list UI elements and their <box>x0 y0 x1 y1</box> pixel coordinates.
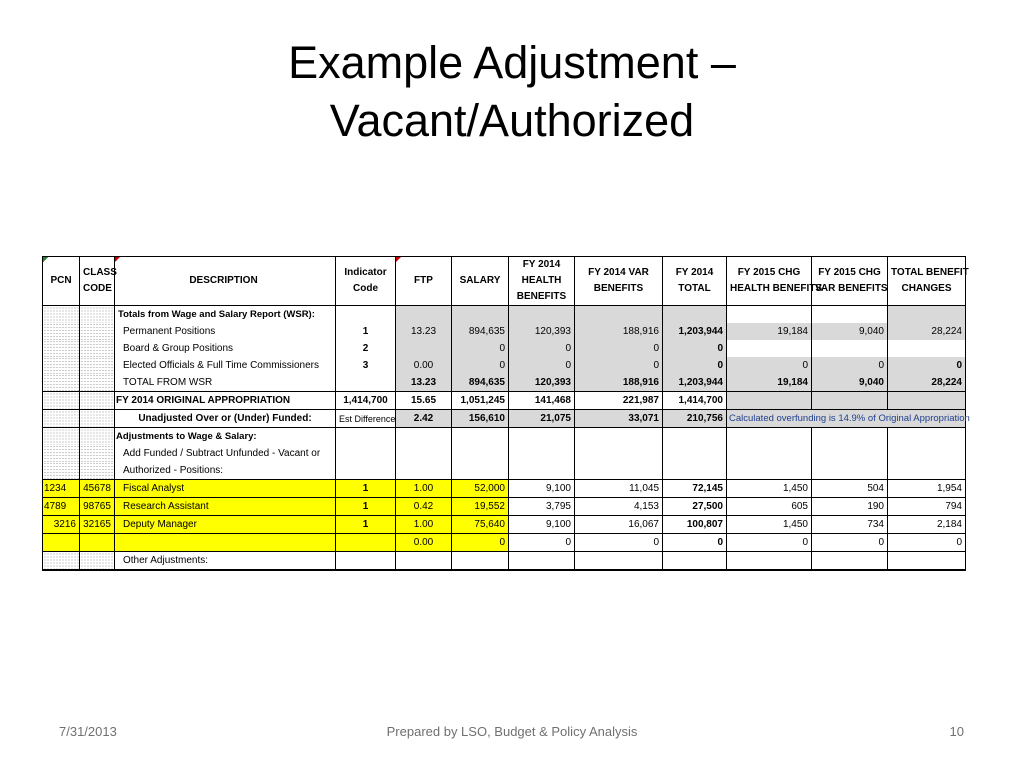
original-appropriation-row: FY 2014 ORIGINAL APPROPRIATION 1,414,700 15.65 1,051,245 141,468 221,987 1,414,700 <box>43 392 966 410</box>
slide-title <box>0 34 1024 150</box>
wsr-row-board: Board & Group Positions 2 0 0 0 0 <box>43 340 966 357</box>
col-header-salary: SALARY <box>452 257 509 306</box>
slide-title-line2: Vacant/Authorized <box>329 95 695 146</box>
other-adjustments-row: Other Adjustments: <box>43 552 966 571</box>
adjustment-row-blank: 0.00 0 0 0 0 0 0 0 <box>43 534 966 552</box>
header-row <box>43 257 966 306</box>
col-header-pcn: PCN <box>43 257 80 306</box>
col-header-description: DESCRIPTION <box>115 257 336 306</box>
wsr-section-label: Totals from Wage and Salary Report (WSR): <box>115 306 336 324</box>
adjustment-row-fiscal-analyst: 1234 45678 Fiscal Analyst 1 1.00 52,000 9,100 11,045 72,145 1,450 504 1,954 <box>43 480 966 498</box>
adjustment-row-research-assistant: 4789 98765 Research Assistant 1 0.42 19,552 3,795 4,153 27,500 605 190 794 <box>43 498 966 516</box>
wsr-total-row: TOTAL FROM WSR 13.23 894,635 120,393 188,916 1,203,944 19,184 9,040 28,224 <box>43 374 966 392</box>
wsr-row-elected: Elected Officials & Full Time Commissioners 3 0.00 0 0 0 0 0 0 0 <box>43 357 966 374</box>
col-header-chg-health: FY 2015 CHG HEALTH BENEFITS <box>727 257 812 306</box>
wsr-section-row <box>43 306 966 324</box>
footer-page-number: 10 <box>949 724 964 739</box>
footer-date: 7/31/2013 <box>59 724 117 739</box>
col-header-total: FY 2014 TOTAL <box>663 257 727 306</box>
overfunding-note: Calculated overfunding is 14.9% of Original Appropriation <box>727 410 966 428</box>
col-header-class-code: CLASS CODE <box>80 257 115 306</box>
col-header-chg-var: FY 2015 CHG VAR BENEFITS <box>812 257 888 306</box>
slide-title-line1: Example Adjustment – <box>288 37 736 88</box>
unadjusted-row: Unadjusted Over or (Under) Funded: Est Difference 2.42 156,610 21,075 33,071 210,756 Calculated overfunding is 14.9% of Original Appropriation <box>43 410 966 428</box>
col-header-var-benefits: FY 2014 VAR BENEFITS <box>575 257 663 306</box>
col-header-total-benefit-changes: TOTAL BENEFIT CHANGES <box>888 257 966 306</box>
adjustment-spreadsheet: PCN CLASS CODE DESCRIPTION Indicator Code FTP SALARY FY 2014 HEALTH BENEFITS FY 2014 VAR BENEFITS FY 2014 TOTAL FY 2015 CHG HEALTH BENEFITS FY 2015 CHG VAR BENEFITS TOTAL BENEFIT CHANGES Totals from Wage and Salary Report (WSR): Permanent Positions 1 13.23 894,635 120,393 188,916 1,203,944 19,184 9,040 28,224 Board & Group Positions 2 0 0 0 0 Elected Officials & Full Time Commissioners 3 0.00 0 0 0 0 0 0 0 TOTAL FROM WSR 13.23 894,635 120,393 188,916 1,203,944 19,184 9,040 28,224 FY 2014 ORIGINAL APPROPRIATION 1,414,700 15.65 1,051,245 141,468 221,987 1,414,700 Unadjusted Over or (Under) Funded: Est Difference 2.42 156,610 21,075 33,071 210,756 Calculated overfunding is 14.9% of Original Appropriation Adjustments to Wage & Salary: Add Funded / Subtract Unfunded - Vacant or Authorized - Positions: 1234 45678 Fiscal Analyst 1 1.00 52,000 9,100 11,045 72,145 1,450 504 1,954 4789 98765 Research Assistant 1 0.42 19,552 3,795 4,153 27,500 605 190 794 3216 32165 Deputy Manager 1 1.00 75,640 9,100 16,067 100,807 1,450 734 2,184 0.00 0 0 0 0 0 0 0 Other Adjustments: <box>42 256 966 571</box>
footer-center: Prepared by LSO, Budget & Policy Analysis <box>386 724 638 739</box>
col-header-health-benefits: FY 2014 HEALTH BENEFITS <box>509 257 575 306</box>
adjustments-section-row: Adjustments to Wage & Salary: <box>43 428 966 446</box>
col-header-indicator-code: Indicator Code <box>336 257 396 306</box>
wsr-row-permanent: Permanent Positions 1 13.23 894,635 120,393 188,916 1,203,944 19,184 9,040 28,224 <box>43 323 966 340</box>
adjustment-row-deputy-manager: 3216 32165 Deputy Manager 1 1.00 75,640 9,100 16,067 100,807 1,450 734 2,184 <box>43 516 966 534</box>
col-header-ftp: FTP <box>396 257 452 306</box>
